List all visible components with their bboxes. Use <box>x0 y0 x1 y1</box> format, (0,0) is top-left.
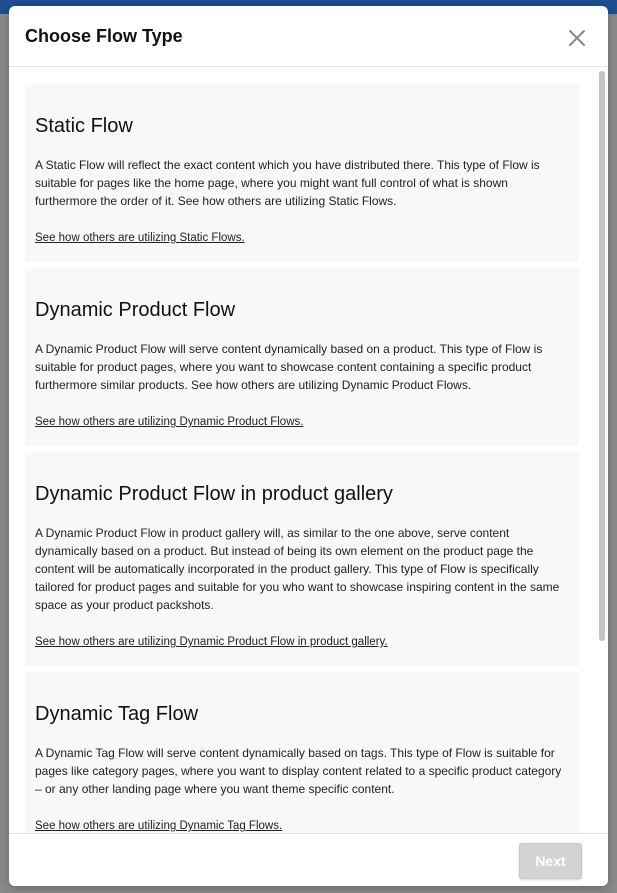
flow-type-option-static[interactable] <box>25 84 579 262</box>
flow-type-description: A Dynamic Product Flow will serve content dynamically based on a product. This type of Flow is suitable for product pages, where you want to showcase content containing a specific product furthermore similar products. See how others are utilizing Dynamic Product Flows. <box>35 342 543 392</box>
flow-type-description: A Static Flow will reflect the exact content which you have distributed there. This type of Flow is suitable for pages like the home page, where you might want full control of what is shown furthermore the order of it. See how others are utilizing Static Flows. <box>35 158 540 208</box>
next-button[interactable]: Next <box>519 843 582 879</box>
flow-type-title: Dynamic Product Flow in product gallery <box>35 483 393 505</box>
dialog-footer <box>9 833 608 886</box>
flow-type-title: Static Flow <box>35 115 133 137</box>
dialog-header <box>9 6 608 67</box>
flow-type-title: Dynamic Product Flow <box>35 299 236 321</box>
flow-type-examples-link[interactable]: See how others are utilizing Dynamic Product Flows. <box>35 416 304 428</box>
dialog-scrollbar[interactable] <box>598 71 606 827</box>
choose-flow-type-dialog <box>9 6 608 886</box>
flow-type-examples-link[interactable]: See how others are utilizing Static Flows. <box>35 232 245 244</box>
close-button[interactable] <box>565 26 589 50</box>
flow-type-examples-link[interactable]: See how others are utilizing Dynamic Tag Flows. <box>35 820 283 832</box>
flow-type-option-dynamic-tag[interactable] <box>25 672 579 833</box>
flow-type-title: Dynamic Tag Flow <box>35 703 199 725</box>
flow-type-option-dynamic-product-gallery[interactable] <box>25 452 579 666</box>
flow-type-description: A Dynamic Tag Flow will serve content dynamically based on tags. This type of Flow is suitable for pages like category pages, where you want to display content related to a specific product category – or any other landing page where you want theme specific content. <box>35 746 562 796</box>
close-icon <box>565 26 589 50</box>
dialog-title: Choose Flow Type <box>25 26 183 46</box>
flow-type-description: A Dynamic Product Flow in product gallery will, as similar to the one above, serve content dynamically based on a product. But instead of being its own element on the product page the content will be automatically incorporated in the product gallery. This type of Flow is specifically tailored for product pages and suitable for you who want to showcase inspiring content in the same space as your product packshots. <box>35 526 560 612</box>
flow-type-examples-link[interactable]: See how others are utilizing Dynamic Product Flow in product gallery. <box>35 636 388 648</box>
dialog-body[interactable] <box>9 67 608 833</box>
scrollbar-thumb[interactable] <box>599 71 605 641</box>
flow-type-list <box>25 84 579 833</box>
flow-type-option-dynamic-product[interactable] <box>25 268 579 446</box>
